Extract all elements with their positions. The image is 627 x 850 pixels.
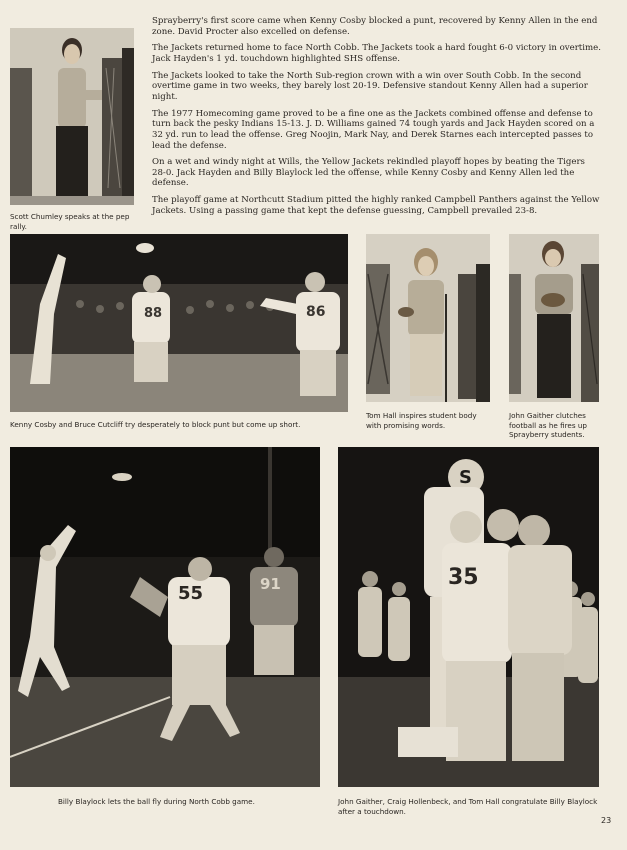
paragraph: The 1977 Homecoming game proved to be a fine one as the Jackets combined offense and defense to turn back the pesky Indians 15-13. J. D. Williams gained 74 tough yards and Jack Hayden scored on a 32 yd. run to lead the offense. Greg Noojin, Mark Nay, and Derek Starnes each intercepted passes to lead the defense. — [152, 108, 595, 151]
jersey-number: 88 — [144, 306, 163, 321]
paragraph: Sprayberry's first score came when Kenny Cosby blocked a punt, recovered by Kenny Allen in the end zone. David Procter also excelled on defense. — [152, 16, 598, 37]
paragraph: The playoff game at Northcutt Stadium pitted the highly ranked Campbell Panthers against the Yellow Jackets. Using a passing game that kept the defense guessing, Campbell prevailed 23-8. — [152, 195, 600, 216]
photo-scott-chumley — [10, 28, 134, 205]
caption-chumley: Scott Chumley speaks at the pep rally. — [10, 212, 130, 231]
jersey-number: 55 — [178, 583, 204, 604]
paragraph: The Jackets returned home to face North Cobb. The Jackets took a hard fought 6-0 victory in overtime. Jack Hayden's 1 yd. touchdown highlighted SHS offense. — [152, 43, 601, 64]
photo-touchdown-celebration — [338, 447, 599, 787]
caption-gaither: John Gaither clutches football as he fires up Sprayberry students. — [509, 411, 587, 439]
caption-punt: Kenny Cosby and Bruce Cutcliff try desperately to block punt but come up short. — [10, 420, 301, 429]
paragraph: The Jackets looked to take the North Sub-region crown with a win over South Cobb. In the second overtime game in two weeks, they barely lost 20-19. Defensive standout Kenny Allen had a superior night. — [152, 70, 588, 102]
caption-blaylock: Billy Blaylock lets the ball fly during North Cobb game. — [58, 797, 255, 806]
article-body — [152, 16, 601, 223]
paragraph: On a wet and windy night at Wills, the Yellow Jackets rekindled playoff hopes by beating the Tigers 28-0. Jack Hayden and Billy Blaylock led the offense, while Kenny Cosby and Kenny Allen led the defense. — [152, 157, 585, 189]
photo-billy-blaylock — [10, 447, 320, 787]
page-number: 23 — [601, 816, 612, 825]
jersey-number: 35 — [448, 565, 479, 590]
caption-congratulate: John Gaither, Craig Hollenbeck, and Tom Hall congratulate Billy Blaylock after a touchdown. — [338, 797, 598, 816]
helmet-letter: S — [459, 467, 472, 488]
photo-punt-block — [10, 234, 348, 412]
jersey-number: 91 — [260, 575, 281, 593]
photo-tom-hall — [366, 234, 490, 402]
jersey-number: 86 — [306, 304, 326, 320]
photo-john-gaither — [509, 234, 599, 402]
caption-hall: Tom Hall inspires student body with promising words. — [366, 411, 477, 430]
